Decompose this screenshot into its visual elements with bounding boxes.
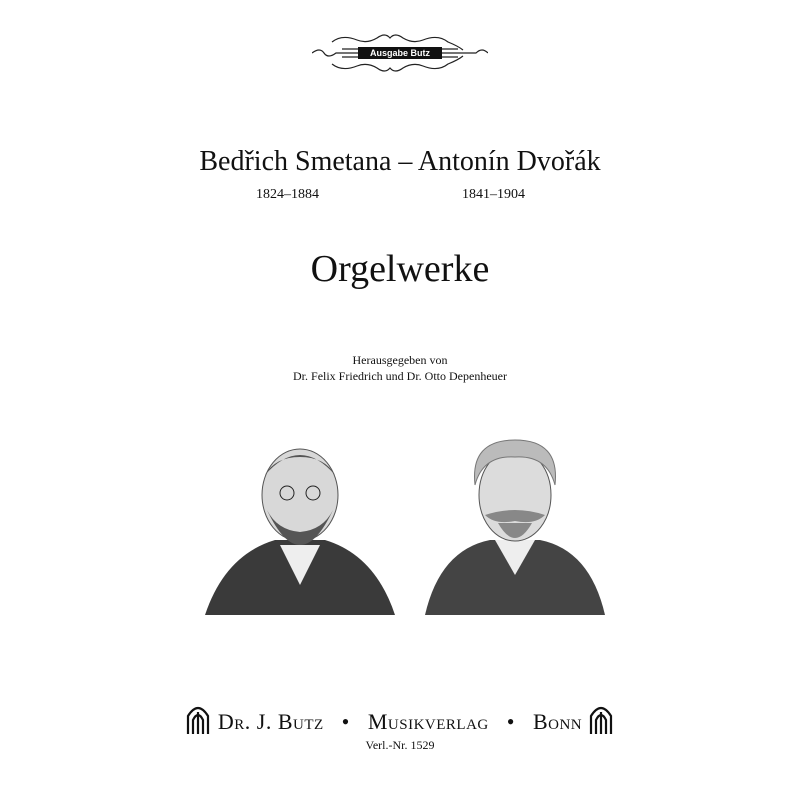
dvorak-years: 1841–1904	[462, 187, 525, 202]
publisher-type: Musikverlag	[367, 709, 489, 734]
editors-intro: Herausgegeben von	[352, 353, 448, 367]
publisher-name: Dr. J. Butz	[217, 709, 324, 734]
smetana-years: 1824–1884	[256, 187, 319, 202]
publisher-line	[0, 709, 800, 735]
separator: •	[341, 709, 350, 734]
editors-names: Dr. Felix Friedrich und Dr. Otto Depenheuer	[293, 369, 507, 383]
publisher-series-logo	[312, 30, 488, 76]
editors-block	[0, 352, 800, 384]
publisher-city: Bonn	[532, 709, 583, 734]
composers-heading: Bedřich Smetana – Antonín Dvořák	[199, 146, 601, 177]
series-label: Ausgabe Butz	[358, 47, 442, 59]
publisher-number: Verl.-Nr. 1529	[365, 738, 435, 752]
smetana-portrait	[195, 435, 405, 620]
dvorak-portrait	[420, 435, 610, 620]
separator: •	[506, 709, 515, 734]
page-title: Orgelwerke	[310, 248, 490, 290]
